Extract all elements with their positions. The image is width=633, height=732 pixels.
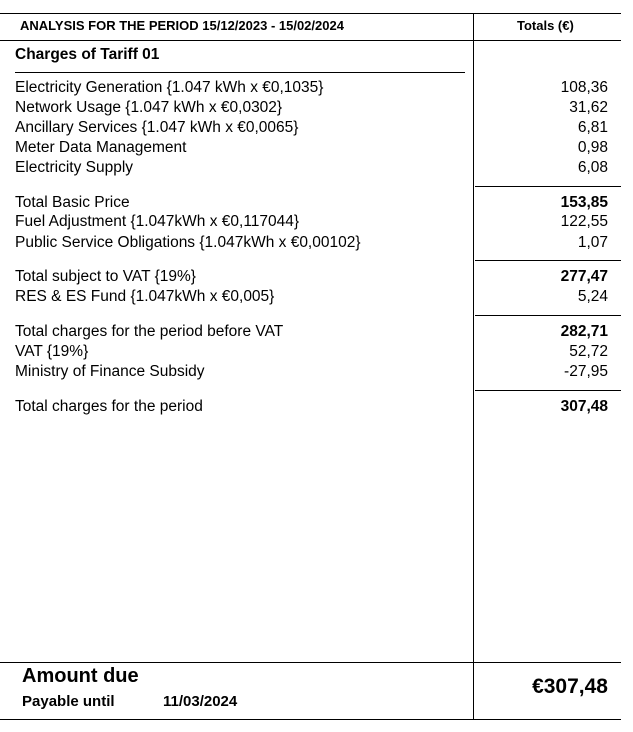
subsidy-value: -27,95 [564,363,608,380]
pso-label: Public Service Obligations {1.047kWh x €0,00102} [15,234,361,251]
res-fund-label: RES & ES Fund {1.047kWh x €0,005} [15,288,275,305]
subsidy-label: Ministry of Finance Subsidy [15,363,205,380]
column-divider [473,13,474,719]
vat-subject-label: Total subject to VAT {19%} [15,268,196,285]
charge-generation-value: 108,36 [560,79,608,96]
vat-subject-value: 277,47 [560,268,608,285]
charge-ancillary-value: 6,81 [577,119,608,136]
amount-due-label: Amount due [22,665,139,687]
footer-bottom-border [0,719,621,720]
subtotal-rule-3 [475,315,621,316]
subtotal-rule-2 [475,260,621,261]
period-header: ANALYSIS FOR THE PERIOD 15/12/2023 - 15/02/2024 [20,18,344,33]
header-bottom-border [0,40,621,41]
pso-value: 1,07 [577,234,608,251]
payable-until-date: 11/03/2024 [163,693,238,710]
charge-ancillary-label: Ancillary Services {1.047 kWh x €0,0065} [15,119,299,136]
table-top-border [0,13,621,14]
charge-network-value: 31,62 [569,99,608,116]
section-title: Charges of Tariff 01 [15,46,160,63]
fuel-adjustment-value: 122,55 [560,213,608,230]
payable-until-label: Payable until [22,693,115,710]
charge-supply-label: Electricity Supply [15,159,134,176]
footer-top-border [0,662,621,663]
charge-generation-label: Electricity Generation {1.047 kWh x €0,1035} [15,79,324,96]
totals-header: Totals (€) [517,18,574,33]
basic-total-label: Total Basic Price [15,194,130,211]
fuel-adjustment-label: Fuel Adjustment {1.047kWh x €0,117044} [15,213,300,230]
charge-meter-value: 0,98 [577,139,608,156]
charge-meter-label: Meter Data Management [15,139,187,156]
basic-total-value: 153,85 [560,194,608,211]
period-total-label: Total charges for the period [15,398,203,415]
before-vat-label: Total charges for the period before VAT [15,323,284,340]
subtotal-rule-1 [475,186,621,187]
before-vat-value: 282,71 [560,323,608,340]
charge-network-label: Network Usage {1.047 kWh x €0,0302} [15,99,283,116]
vat-value: 52,72 [569,343,608,360]
amount-due-value: €307,48 [532,675,608,698]
subtotal-rule-4 [475,390,621,391]
vat-label: VAT {19%} [15,343,89,360]
period-total-value: 307,48 [560,398,608,415]
charge-supply-value: 6,08 [577,159,608,176]
res-fund-value: 5,24 [577,288,608,305]
section-title-underline [15,72,465,73]
